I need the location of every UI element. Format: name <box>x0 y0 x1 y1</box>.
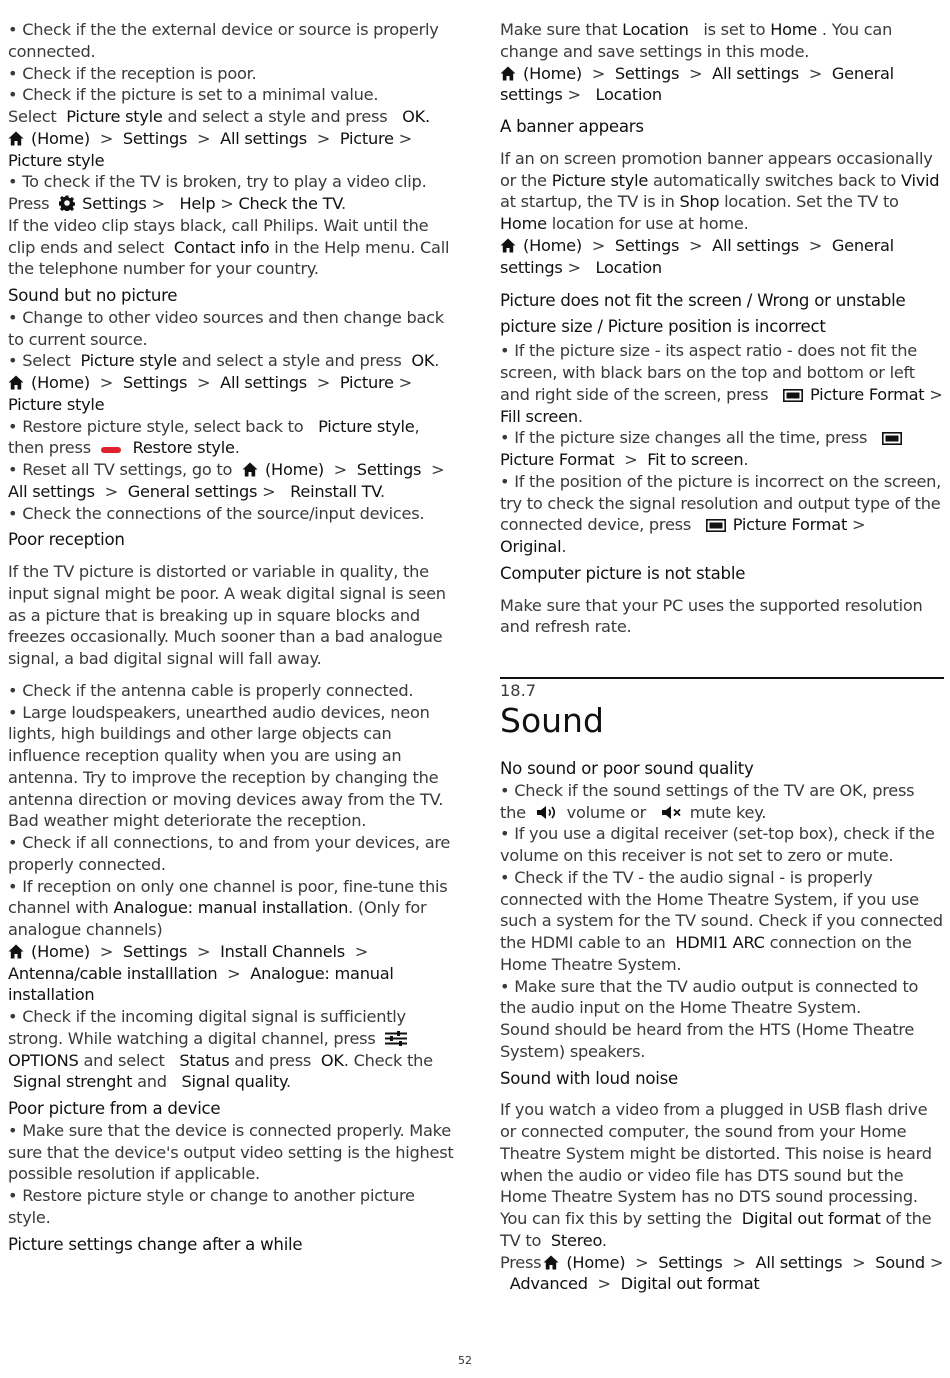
section-title: Sound <box>500 701 604 740</box>
bullet-antenna-cable: • Check if the antenna cable is properly connected. <box>8 680 414 700</box>
home-icon <box>500 66 516 81</box>
page-number: 52 <box>458 1354 472 1367</box>
bullet-sound-settings: • Check if the sound settings of the TV are OK, press the volume or mute key. <box>500 780 915 822</box>
bullet-fine-tune: • If reception on only one channel is poor, fine-tune this channel with Analogue: manual installation. (Only for analogue channels) <box>8 876 448 939</box>
bullet-aspect-ratio: • If the picture size - its aspect ratio - does not fit the screen, with black bars on the top and bottom or left and right side of the screen, press Picture Format > Fill screen. <box>500 341 943 426</box>
nav-path: Press (Home) > Settings > All settings > Sound > Advanced > Digital out format <box>500 1252 944 1294</box>
banner-paragraph: If an on screen promotion banner appears occasionally or the Picture style automatically switches back to Vivid at startup, the TV is in Shop location. Set the TV to Home location for use at home. <box>500 148 940 233</box>
bullet-audio-output: • Make sure that the TV audio output is connected to the audio input on the Home Theatre System. <box>500 976 919 1018</box>
bullet-broken: • To check if the TV is broken, try to play a video clip. <box>8 172 427 192</box>
home-icon <box>543 1255 559 1270</box>
bullet-digital-signal: • Check if the incoming digital signal is sufficiently strong. While watching a digital channel, press OPTIONS and select Status and press OK. Check the Signal strenght and Signal quality. <box>8 1007 433 1092</box>
nav-path: (Home) > Settings > All settings > General settings > Location <box>500 63 894 105</box>
bullet-all-connections: • Check if all connections, to and from your devices, are properly connected. <box>8 833 451 874</box>
bullet-restore-style: • Restore picture style, select back to Picture style, then press Restore style. <box>8 416 420 458</box>
home-icon <box>8 375 24 390</box>
heading-sound-but-no-picture: Sound but no picture <box>8 286 178 305</box>
red-button-icon <box>101 445 121 455</box>
bullet-loudspeakers: • Large loudspeakers, unearthed audio devices, neon lights, high buildings and other large objects can influence reception quality when you are using an antenna. Try to improve the reception by changing the antenna direction or moving devices away from the TV. Bad weather might deteriorate the reception. <box>8 702 444 831</box>
options-icon <box>385 1031 407 1046</box>
location-paragraph: Make sure that Location is set to Home . You can change and save settings in this mode. <box>500 20 893 61</box>
hts-speakers-note: Sound should be heard from the HTS (Home Theatre System) speakers. <box>500 1020 915 1061</box>
heading-picture-settings-change: Picture settings change after a while <box>8 1234 303 1254</box>
heading-poor-picture-device: Poor picture from a device <box>8 1099 221 1118</box>
bullet-size-changes: • If the picture size changes all the time, press Picture Format > Fit to screen. <box>500 427 944 471</box>
heading-poor-reception: Poor reception <box>8 530 125 550</box>
volume-icon <box>536 805 560 820</box>
poor-reception-paragraph: If the TV picture is distorted or variable in quality, the input signal might be poor. A weak digital signal is seen as a picture that is breaking up in square blocks and freezes occasionally. Much sooner than a bad analogue signal, a bad digital signal will fall away. <box>8 562 446 668</box>
home-icon <box>8 944 24 959</box>
bullet-home-theatre: • Check if the TV - the audio signal - is properly connected with the Home Theatre System, if you use such a system for the TV sound. Check if you connected the HDMI cable to an HDMI1 ARC connection on the Home Theatre System. <box>500 867 943 974</box>
computer-paragraph: Make sure that your PC uses the supported resolution and refresh rate. <box>500 595 923 637</box>
bullet-restore-picture-style: • Restore picture style or change to another picture style. <box>8 1186 415 1227</box>
section-number: 18.7 <box>500 681 537 700</box>
mute-icon <box>661 805 683 820</box>
bullet-reception: • Check if the reception is poor. <box>8 63 257 83</box>
select-style-instruction: • Select Picture style and select a style and press OK. <box>8 351 440 371</box>
bullet-change-source: • Change to other video sources and then change back to current source. <box>8 307 444 349</box>
heading-banner-appears: A banner appears <box>500 117 644 136</box>
nav-path: (Home) > Settings > All settings > Picture > Picture style <box>8 373 422 414</box>
gear-icon <box>59 195 75 211</box>
nav-path: (Home) > Settings > All settings > Picture > Picture style <box>8 128 422 170</box>
press-settings-instruction: Press Settings > Help > Check the TV. <box>8 194 346 213</box>
right-column <box>500 19 944 1295</box>
left-column <box>8 19 456 1255</box>
bullet-device-connected: • Make sure that the device is connected properly. Make sure that the device's output video setting is the highest possible resolution if applicable. <box>8 1120 454 1184</box>
heading-picture-does-not-fit: Picture does not fit the screen / Wrong or unstable picture size / Picture position is incorrect <box>500 291 906 337</box>
home-icon <box>8 131 24 146</box>
bullet-external-device: • Check if the the external device or source is properly connected. <box>8 20 439 61</box>
heading-loud-noise: Sound with loud noise <box>500 1068 678 1088</box>
bullet-check-connections: • Check the connections of the source/input devices. <box>8 503 425 523</box>
heading-no-sound: No sound or poor sound quality <box>500 759 754 778</box>
bullet-position-incorrect: • If the position of the picture is incorrect on the screen, try to check the signal resolution and output type of the connected device, press Picture Format > Original. <box>500 471 942 556</box>
section-divider <box>500 677 944 679</box>
loud-noise-paragraph: If you watch a video from a plugged in USB flash drive or connected computer, the sound from your Home Theatre System might be distorted. This noise is heard when the audio or video file has DTS sound but the Home Theatre System has no DTS sound processing. You can fix this by setting the Digital out format of the TV to Stereo. <box>500 1100 932 1250</box>
bullet-digital-receiver: • If you use a digital receiver (set-top box), check if the volume on this receiver is not set to zero or mute. <box>500 824 935 865</box>
bullet-minimal-value: • Check if the picture is set to a minimal value. <box>8 85 379 105</box>
video-clip-black-paragraph: If the video clip stays black, call Philips. Wait until the clip ends and select Contact info in the Help menu. Call the telephone number for your country. <box>8 215 450 279</box>
heading-computer-picture: Computer picture is not stable <box>500 563 746 583</box>
home-icon <box>500 238 516 253</box>
bullet-reset-settings: • Reset all TV settings, go to (Home) > Settings > All settings > General settings > Reinstall TV. <box>8 460 450 501</box>
picture-format-icon <box>783 389 803 402</box>
nav-path: (Home) > Settings > Install Channels > Antenna/cable installlation > Analogue: manual installation <box>8 941 394 1005</box>
select-style-instruction: Select Picture style and select a style and press OK. <box>8 107 430 126</box>
picture-format-icon <box>706 519 726 532</box>
picture-format-icon <box>882 432 902 445</box>
nav-path: (Home) > Settings > All settings > General settings > Location <box>500 235 894 277</box>
home-icon <box>242 462 258 477</box>
